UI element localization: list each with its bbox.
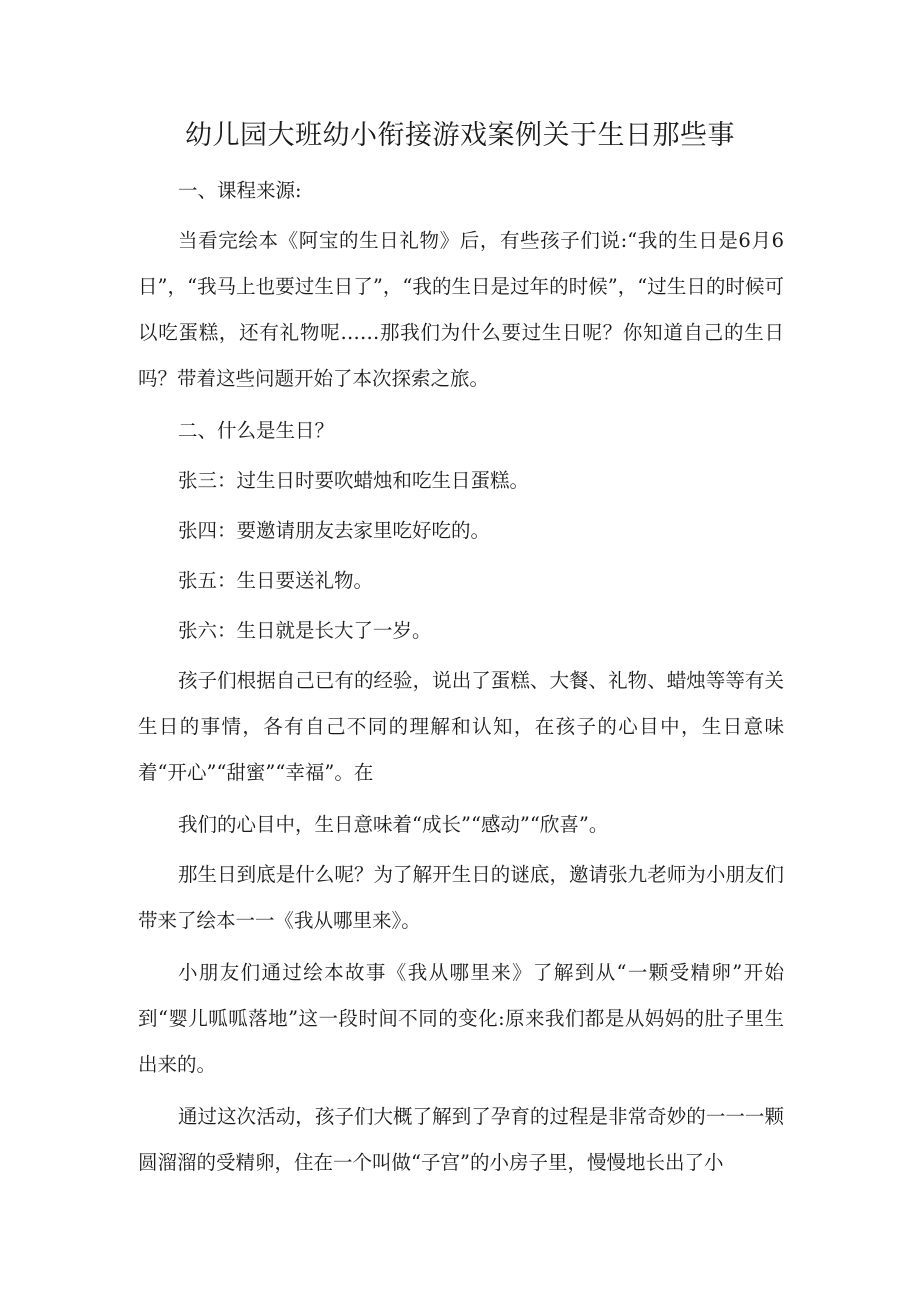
paragraph-story-learning: 小朋友们通过绘本故事《我从哪里来》了解到从“一颗受精卵”开始到“婴儿呱呱落地”这一段时间不同的变化:原来我们都是从妈妈的肚子里生出来的。	[138, 961, 784, 1076]
dialogue-line: 张六：生日就是长大了一岁。	[178, 619, 432, 642]
paragraph-intro: 当看完绘本《阿宝的生日礼物》后，有些孩子们说:“我的生日是6月6日”，“我马上也要过生日了”，“我的生日是过年的时候”，“过生日的时候可以吃蛋糕，还有礼物呢……那我们为什么要过生日呢？你知道自己的生日吗？带着这些问题开始了本次探索之旅。	[138, 229, 784, 390]
paragraph-children-experience: 孩子们根据自己已有的经验，说出了蛋糕、大餐、礼物、蜡烛等等有关生日的事情，各有自己不同的理解和认知，在孩子的心目中，生日意味着“开心”“甜蜜”“幸福”。在	[138, 669, 784, 784]
document-body	[138, 168, 784, 1192]
document-title: 幼儿园大班幼小衔接游戏案例关于生日那些事	[185, 120, 735, 151]
paragraph-adult-meaning: 我们的心目中，生日意味着“成长”“感动”“欣喜”。	[178, 813, 609, 836]
dialogue-line: 张四：要邀请朋友去家里吃好吃的。	[178, 519, 491, 542]
dialogue-line: 张三：过生日时要吹蜡烛和吃生日蛋糕。	[178, 469, 530, 492]
dialogue-line: 张五：生日要送礼物。	[178, 569, 374, 592]
paragraph-picture-book: 那生日到底是什么呢？为了解开生日的谜底，邀请张九老师为小朋友们带来了绘本一一《我从哪里来》。	[138, 863, 784, 932]
section-heading-course-source: 一、课程来源:	[178, 179, 302, 202]
section-heading-what-is-birthday: 二、什么是生日？	[178, 419, 335, 442]
paragraph-activity-result: 通过这次活动，孩子们大概了解到了孕育的过程是非常奇妙的一一一颗圆溜溜的受精卵，住在一个叫做“子宫”的小房子里，慢慢地长出了小	[138, 1105, 784, 1174]
